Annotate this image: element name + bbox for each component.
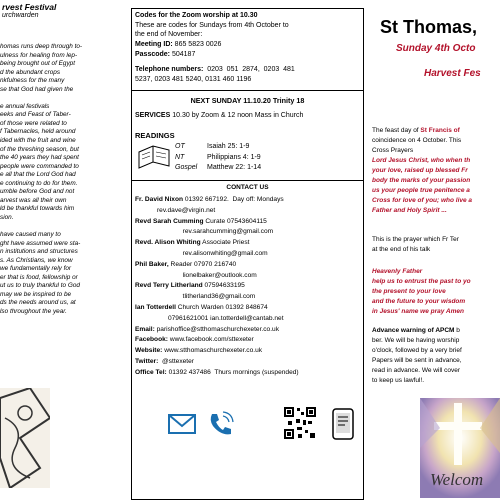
article-line: ds the needs around us, at (0, 299, 76, 307)
apcm-line: to keep us lawful!. (372, 377, 425, 384)
article-line (0, 222, 118, 231)
contact-detail: 07594633195 (202, 282, 245, 290)
article-line: homas runs deep through to- (0, 43, 83, 50)
contact-row (135, 369, 299, 376)
services-label: SERVICES (135, 112, 171, 119)
prayer-line: Cross for love of you; who live a (372, 197, 473, 204)
zoom-codes-title: Codes for the Zoom worship at 10.30 (135, 12, 258, 19)
reading-book: Gospel (175, 164, 198, 171)
article-line: ided with the fruit and wine (0, 137, 76, 145)
contact-row (135, 250, 268, 257)
harvest-article-text (0, 43, 118, 317)
contact-name: Website: (135, 347, 163, 355)
reading-reference: Philippians 4: 1-9 (207, 153, 261, 161)
author-line: urchwarden (2, 12, 39, 19)
contact-name: Facebook: (135, 336, 168, 344)
reading-row (175, 154, 261, 161)
contact-name: Revd. Alison Whiting (135, 239, 201, 247)
prayer-line: body the marks of your passion (372, 177, 471, 184)
passcode-label: Passcode: (135, 51, 171, 58)
services-detail: 10.30 by Zoom & 12 noon Mass in Church (170, 112, 304, 119)
contact-detail: 01392 667192. Day off: Mondays (183, 196, 284, 203)
apcm-line (372, 327, 460, 334)
contact-row (135, 272, 257, 279)
service-date: Sunday 4th Octo (396, 43, 476, 54)
phone-numbers-1: 0203 051 2874, 0203 481 (203, 66, 295, 73)
contact-detail: Reader 07970 216740 (168, 260, 237, 268)
contact-detail: rev.dave@virgin.net (135, 206, 216, 214)
apcm-line: o'clock, followed by a very brief (372, 347, 462, 354)
phone-numbers-2: 5237, 0203 481 5240, 0131 460 1196 (135, 76, 252, 83)
contact-row (135, 358, 194, 365)
reading-reference: Isaiah 25: 1-9 (207, 143, 250, 150)
church-title: St Thomas, (380, 17, 478, 37)
article-line: the 40 years they had spent (0, 154, 79, 162)
contact-row (135, 196, 284, 203)
feast-day-saint: St Francis of (420, 127, 460, 134)
article-line: of the threshing season, but (0, 145, 79, 153)
bible-icon (137, 142, 171, 170)
article-line: umble before God and not (0, 188, 75, 196)
contact-name: Revd Terry Litherland (135, 282, 203, 290)
contact-name: Email: (135, 325, 155, 333)
article-line: ld be thankful towards him (0, 205, 75, 213)
reading-row (175, 143, 249, 150)
left-column (0, 0, 118, 500)
article-line: e annual festivals (0, 102, 50, 110)
contact-name: Office Tel: (135, 368, 167, 376)
zoom-intro: These are codes for Sundays from 4th October to (135, 22, 289, 29)
article-line: eeks and Feast of Taber- (0, 111, 71, 119)
harvest-festival-heading: rvest Festival (2, 2, 57, 12)
apcm-line: read in advance. We will cover (372, 367, 461, 374)
contact-title: CONTACT US (226, 184, 269, 191)
divider (131, 180, 364, 181)
contact-row (135, 261, 236, 268)
contact-detail: parishoffice@stthomaschurchexeter.co.uk (154, 325, 280, 333)
prayer-intro-line: This is the prayer which Fr Ter (372, 236, 459, 243)
passcode-line (135, 51, 195, 58)
prayer-line: in Jesus' name we pray Amen (372, 308, 464, 315)
passcode-value: 504187 (170, 51, 196, 58)
coincidence-line: coincidence on 4 October. This (372, 137, 462, 144)
article-line: f Tabernacles, held around (0, 128, 76, 136)
apcm-line: Papers will be sent in advance, (372, 357, 462, 364)
cross-prayers-line: Cross Prayers (372, 147, 414, 154)
article-line: people were commanded to (0, 162, 79, 170)
article-line: n institutions and structures (0, 248, 78, 256)
services-line (135, 112, 303, 119)
article-line: s. As Christians, we know (0, 256, 73, 264)
prayer-line: Father and Holy Spirit ... (372, 207, 447, 214)
contact-row (135, 282, 245, 289)
article-line: nkfulness for the many (0, 77, 65, 85)
contact-detail: 01392 437486 Thurs mornings (suspended) (166, 368, 299, 376)
welcome-text: Welcom (430, 470, 484, 489)
contact-detail: lionelbaker@outlook.com (135, 271, 257, 279)
zoom-intro-2: the end of November: (135, 31, 203, 38)
reading-book: NT (175, 153, 185, 161)
prayer-line: help us to entrust the past to yo (372, 278, 471, 285)
phone-line (135, 66, 295, 73)
reading-reference: Matthew 22: 1-14 (207, 164, 262, 171)
article-line: we fundamentally rely for (0, 265, 72, 273)
stained-glass-image (0, 388, 50, 488)
contact-row (135, 228, 273, 235)
article-line: of those were related to (0, 119, 67, 127)
contact-row (135, 218, 267, 225)
contact-detail: tlitherland36@gmail.com (135, 293, 256, 301)
article-line: ut us to truly thankful to God (0, 282, 80, 290)
contact-detail: Church Warden 01392 848674 (175, 304, 268, 311)
article-line: se that God had given the (0, 85, 74, 93)
prayer-line: your love, raised up blessed Fr (372, 167, 468, 174)
phone-icon (207, 410, 235, 438)
contact-detail: @sttexeter (158, 358, 194, 365)
contact-detail: rev.sarahcumming@gmail.com (135, 228, 274, 236)
article-line: may we be inspired to be (0, 290, 72, 298)
prayer-heading: Heavenly Father (372, 268, 423, 275)
contact-row (135, 336, 254, 343)
contact-name: Revd Sarah Cumming (135, 217, 204, 225)
contact-detail: 07961621001 ian.totterdell@cantab.net (135, 314, 284, 322)
feast-day-line (372, 127, 460, 134)
contact-name: Phil Baker, (135, 260, 169, 268)
middle-column (131, 0, 364, 500)
article-line: arvest was all their own (0, 196, 67, 204)
article-line: d the abundant crops (0, 68, 61, 76)
prayer-line: and the future to your wisdom (372, 298, 466, 305)
contact-row (135, 239, 249, 246)
prayer-intro-line: at the end of his talk (372, 246, 431, 253)
contact-name: Fr. David Nixon (135, 196, 183, 203)
meeting-id-label: Meeting ID: (135, 41, 173, 48)
article-line: e continuing to do for them. (0, 179, 78, 187)
prayer-line: us your people true penitence a (372, 187, 470, 194)
text-message-icon (329, 408, 359, 440)
contact-name: Twitter: (135, 358, 159, 365)
festival-title: Harvest Fes (424, 68, 481, 79)
apcm-heading: Advance warning of APCM (372, 327, 455, 334)
reading-row (175, 164, 261, 171)
reading-book: OT (175, 143, 185, 150)
meeting-id-value: 865 5823 0026 (172, 41, 222, 48)
contact-detail: www.facebook.com/sttexeter (167, 336, 254, 344)
readings-title: READINGS (135, 131, 175, 140)
phone-label: Telephone numbers: (135, 66, 204, 73)
qr-code-icon (283, 406, 317, 440)
contact-row (135, 293, 255, 300)
article-line: ulness for healing from lep- (0, 51, 78, 59)
next-sunday-heading: NEXT SUNDAY 11.10.20 Trinity 18 (190, 96, 305, 105)
right-column (368, 0, 500, 500)
article-line: being brought out of Egypt (0, 60, 75, 68)
article-line (0, 94, 118, 103)
article-line: sion. (0, 213, 14, 221)
article-line: er that is food, fellowship or (0, 273, 78, 281)
apcm-text: b (454, 327, 460, 334)
contact-detail: www.stthomaschurchexeter.co.uk (162, 347, 263, 355)
contact-detail: Curate 07543604115 (203, 217, 267, 225)
meeting-id-line (135, 41, 221, 48)
article-line: e all that the Lord God had (0, 171, 76, 179)
contact-detail: Associate Priest (200, 239, 250, 247)
email-icon (167, 410, 197, 438)
contact-name: Ian Totterdell (135, 304, 176, 311)
article-line: lso throughout the year. (0, 307, 67, 315)
contact-row (135, 315, 284, 322)
contact-detail: rev.alisonwhiting@gmail.com (135, 250, 268, 257)
feast-day-text: The feast day of (372, 127, 421, 134)
contact-row (135, 326, 279, 333)
article-line: have caused many to (0, 231, 61, 239)
contact-row (135, 207, 215, 214)
article-line: ght have assumed were sta- (0, 239, 81, 247)
contact-row (135, 347, 262, 354)
contact-row (135, 304, 268, 311)
divider (131, 90, 364, 91)
apcm-line: ber. We will be having worship (372, 337, 460, 344)
prayer-line: the present to your love (372, 288, 446, 295)
prayer-line: Lord Jesus Christ, who when th (372, 157, 471, 164)
